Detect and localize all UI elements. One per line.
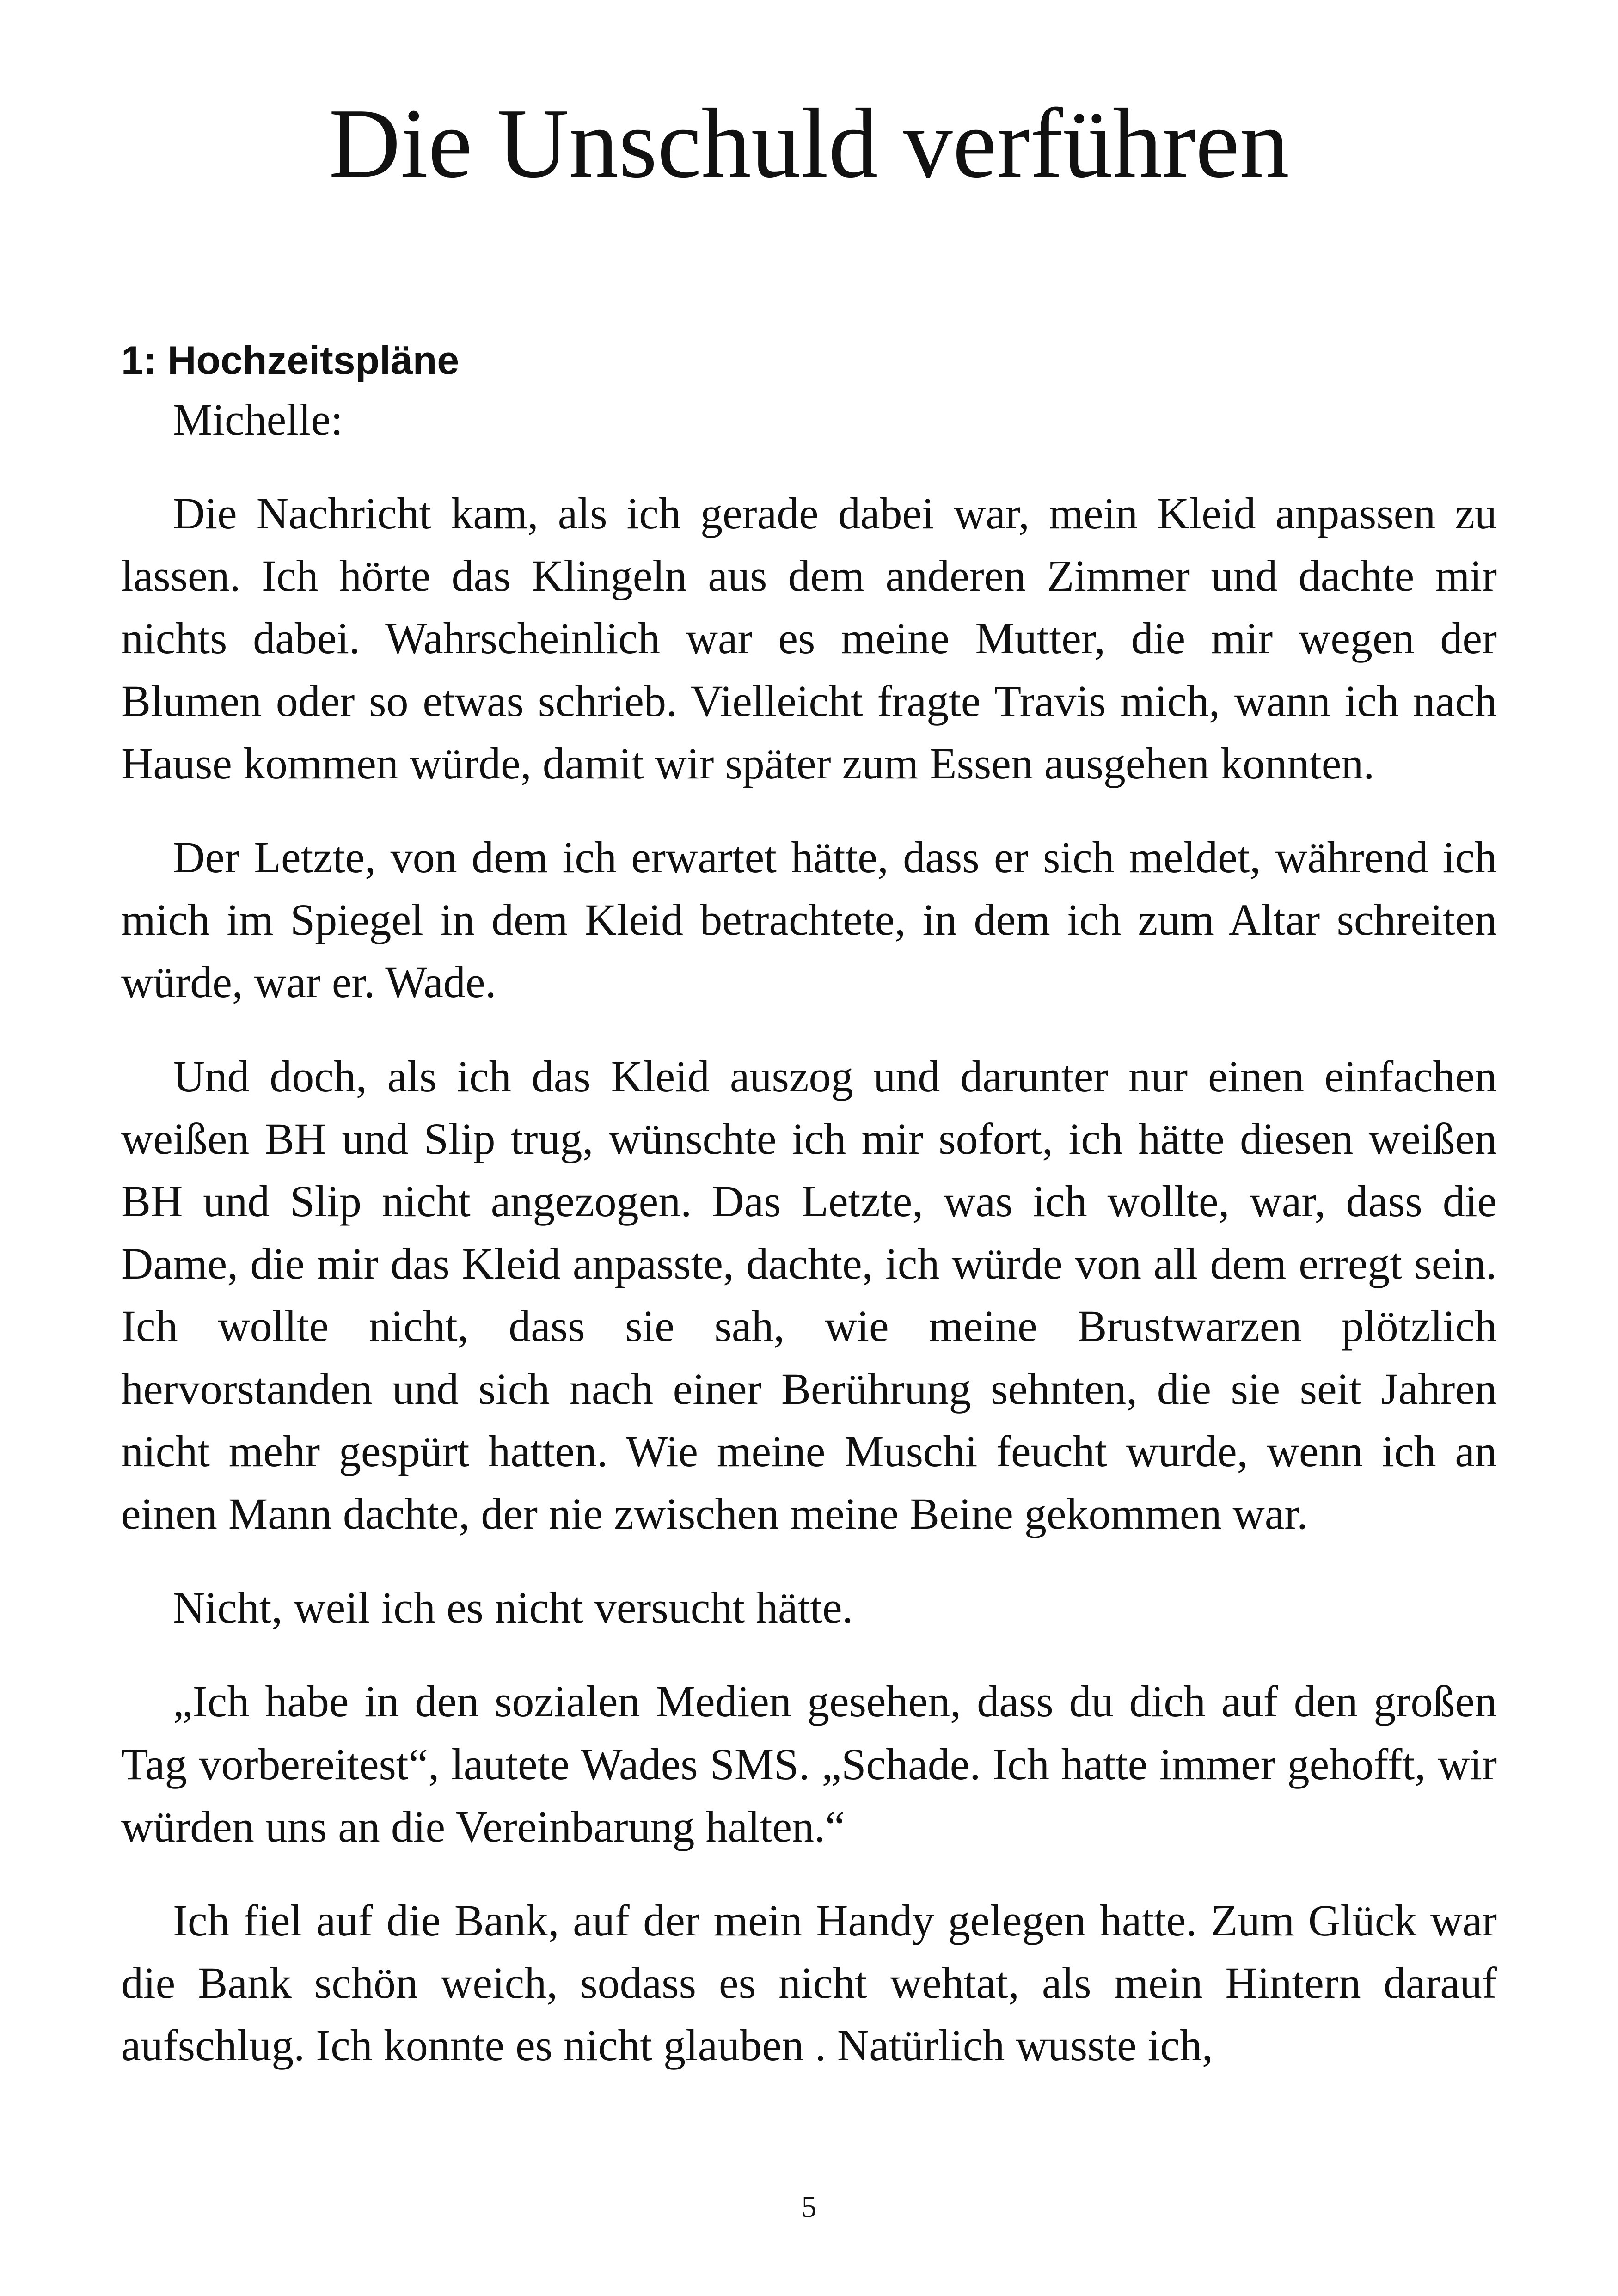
chapter-body	[121, 333, 1497, 2108]
paragraph: Nicht, weil ich es nicht versucht hätte.	[173, 1583, 853, 1633]
paragraph: Die Nachricht kam, als ich gerade dabei war, mein Kleid anpassen zu lassen. Ich hörte das Klingeln aus dem anderen Zimmer und dachte mir nichts dabei. Wahrscheinlich war es meine Mutter, die mir wegen der Blumen oder so etwas schrieb. Vielleicht fragte Travis mich, wann ich nach Hause kommen würde, damit wir später zum Essen ausgehen konnten.	[121, 489, 1497, 788]
paragraph: Ich fiel auf die Bank, auf der mein Handy gelegen hatte. Zum Glück war die Bank schön weich, sodass es nicht wehtat, als mein Hintern darauf aufschlug. Ich konnte es nicht glauben . Natürlich wusste ich,	[121, 1896, 1497, 2070]
paragraph: Und doch, als ich das Kleid auszog und darunter nur einen einfachen weißen BH und Slip trug, wünschte ich mir sofort, ich hätte diesen weißen BH und Slip nicht angezogen. Das Letzte, was ich wollte, war, dass die Dame, die mir das Kleid anpasste, dachte, ich würde von all dem erregt sein. Ich wollte nicht, dass sie sah, wie meine Brustwarzen plötzlich hervorstanden und sich nach einer Berührung sehnten, die sie seit Jahren nicht mehr gespürt hatten. Wie meine Muschi feucht wurde, wenn ich an einen Mann dachte, der nie zwischen meine Beine gekommen war.	[121, 1051, 1497, 1539]
page-number: 5	[801, 2190, 817, 2224]
paragraph: „Ich habe in den sozialen Medien gesehen, dass du dich auf den großen Tag vorbereitest“, lautete Wades SMS. „Schade. Ich hatte immer gehofft, wir würden uns an die Vereinbarung halten.“	[121, 1677, 1497, 1851]
paragraph: Der Letzte, von dem ich erwartet hätte, dass er sich meldet, während ich mich im Spiegel in dem Kleid betrachtete, in dem ich zum Altar schreiten würde, war er. Wade.	[121, 833, 1497, 1007]
book-title: Die Unschuld verführen	[329, 88, 1289, 198]
narrator-label: Michelle:	[173, 395, 343, 444]
chapter-heading: 1: Hochzeitspläne	[121, 338, 460, 383]
